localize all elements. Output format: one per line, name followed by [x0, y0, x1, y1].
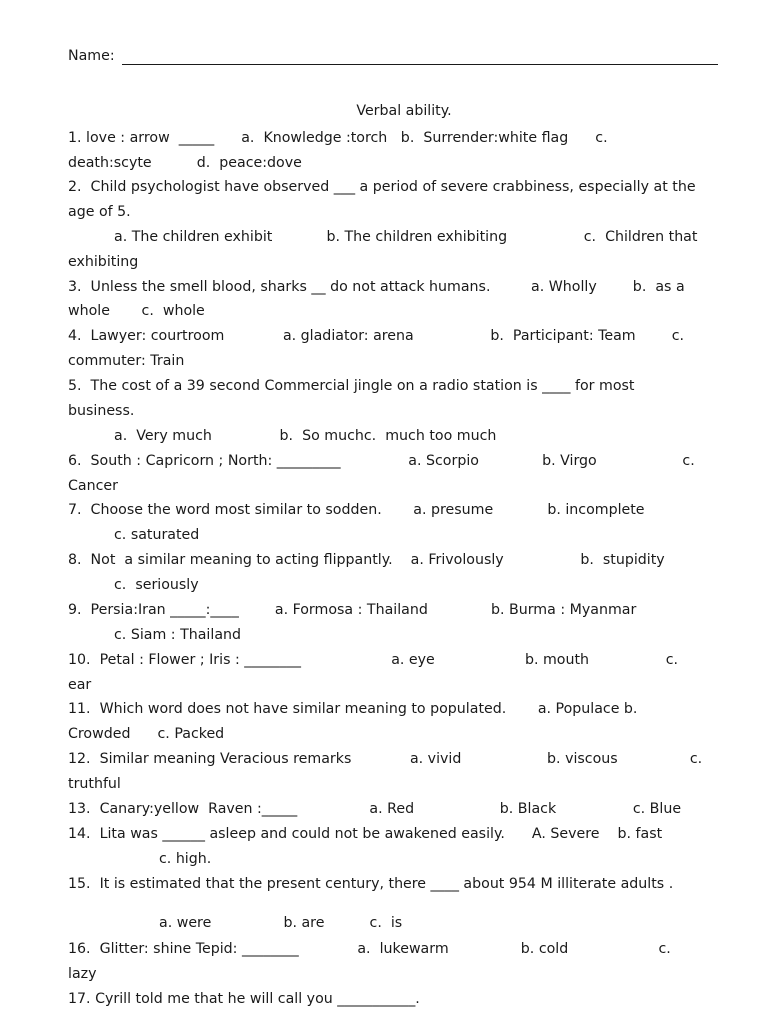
- page-title: Verbal ability.: [356, 103, 452, 119]
- question-line: exhibiting: [68, 254, 139, 270]
- question-line: 12. Similar meaning Veracious remarks a. vivid b. viscous c.: [68, 751, 703, 767]
- question-line: 10. Petal : Flower ; Iris : ________ a. eye b. mouth c.: [68, 652, 679, 668]
- question-line: 16. Glitter: shine Tepid: ________ a. lukewarm b. cold c.: [68, 941, 671, 957]
- question-line: Crowded c. Packed: [68, 726, 225, 742]
- question-line: 8. Not a similar meaning to acting flippantly. a. Frivolously b. stupidity: [68, 552, 665, 568]
- question-line: c. seriously: [114, 577, 199, 593]
- question-line: commuter: Train: [68, 353, 185, 369]
- name-blank-line: [122, 64, 718, 65]
- question-line: 4. Lawyer: courtroom a. gladiator: arena b. Participant: Team c.: [68, 328, 685, 344]
- question-line: 17. Cyrill told me that he will call you ___________.: [68, 991, 420, 1007]
- question-line: 1. love : arrow _____ a. Knowledge :torch b. Surrender:white flag c.: [68, 130, 608, 146]
- question-line: 11. Which word does not have similar meaning to populated. a. Populace b.: [68, 701, 638, 717]
- question-line: a. Very much b. So muchc. much too much: [114, 428, 497, 444]
- question-line: 6. South : Capricorn ; North: _________ a. Scorpio b. Virgo c.: [68, 453, 695, 469]
- name-label: Name:: [68, 48, 120, 64]
- question-line: age of 5.: [68, 204, 131, 220]
- question-line: truthful: [68, 776, 121, 792]
- question-line: lazy: [68, 966, 97, 982]
- question-line: c. Siam : Thailand: [114, 627, 242, 643]
- question-line: 2. Child psychologist have observed ___ a period of severe crabbiness, especially at the: [68, 179, 696, 195]
- question-line: whole c. whole: [68, 303, 205, 319]
- question-line: death:scyte d. peace:dove: [68, 155, 302, 171]
- question-line: 7. Choose the word most similar to sodden. a. presume b. incomplete: [68, 502, 645, 518]
- question-line: Cancer: [68, 478, 118, 494]
- question-line: a. were b. are c. is: [159, 915, 403, 931]
- question-line: c. high.: [159, 851, 212, 867]
- question-line: ear: [68, 677, 92, 693]
- question-line: a. The children exhibit b. The children exhibiting c. Children that: [114, 229, 698, 245]
- question-line: 14. Lita was ______ asleep and could not be awakened easily. A. Severe b. fast: [68, 826, 663, 842]
- question-line: 9. Persia:Iran _____:____ a. Formosa : Thailand b. Burma : Myanmar: [68, 602, 637, 618]
- question-line: business.: [68, 403, 135, 419]
- question-line: 5. The cost of a 39 second Commercial jingle on a radio station is ____ for most: [68, 378, 635, 394]
- question-line: 13. Canary:yellow Raven :_____ a. Red b. Black c. Blue: [68, 801, 682, 817]
- question-line: c. saturated: [114, 527, 200, 543]
- question-line: 3. Unless the smell blood, sharks __ do not attack humans. a. Wholly b. as a: [68, 279, 685, 295]
- question-line: 15. It is estimated that the present century, there ____ about 954 M illiterate adults .: [68, 876, 674, 892]
